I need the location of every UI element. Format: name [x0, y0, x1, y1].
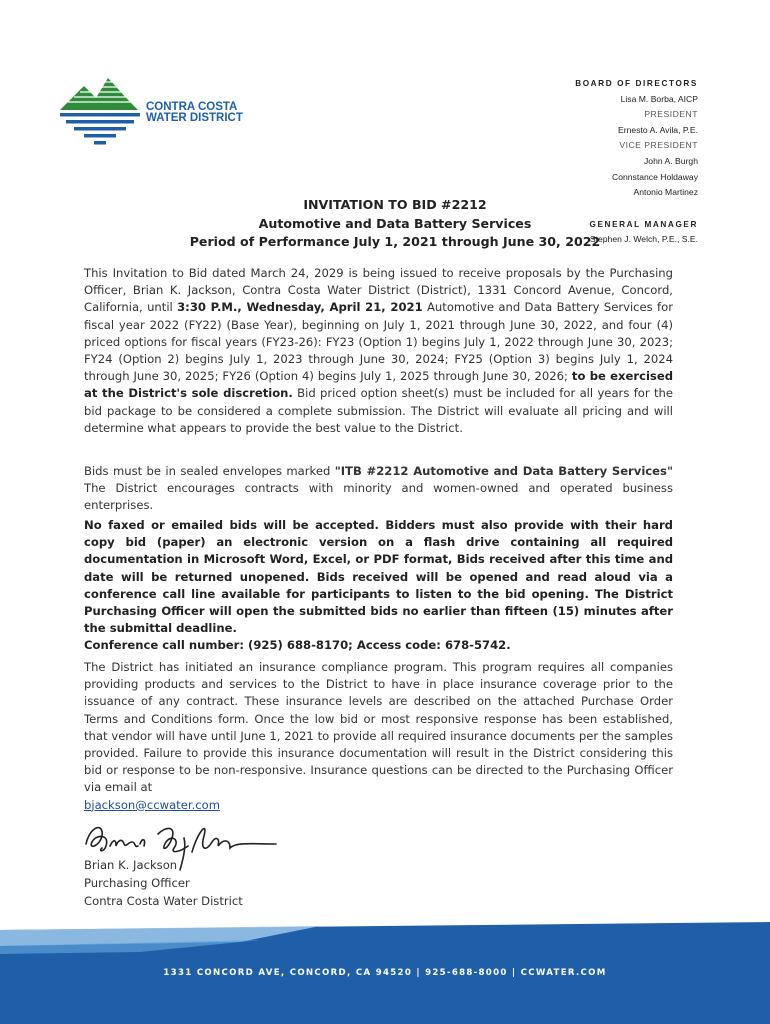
org-name-line1: CONTRA COSTA	[146, 101, 238, 113]
conference-call-info: Conference call number: (925) 688-8170; Access code: 678-5742.	[84, 638, 511, 653]
document-title	[180, 196, 610, 252]
general-manager-heading: GENERAL MANAGER	[589, 219, 698, 229]
board-member-name: John A. Burgh	[644, 155, 698, 166]
board-member-name: Connstance Holdaway	[612, 171, 698, 182]
signer-title: Purchasing Officer	[84, 876, 190, 890]
org-name-line2: WATER DISTRICT	[146, 112, 243, 124]
title-line-3: Period of Performance July 1, 2021 through June 30, 2022	[189, 234, 601, 249]
general-manager-name: Stephen J. Welch, P.E., S.E.	[589, 234, 698, 245]
board-member-name: Antonio Martinez	[633, 187, 698, 198]
paragraph-invitation	[84, 265, 673, 437]
text-run: The District encourages contracts with minority and women-owned and operated business enterprises.	[84, 481, 673, 513]
signer-organization: Contra Costa Water District	[84, 894, 243, 908]
board-member-name: Ernesto A. Avila, P.E.	[618, 124, 698, 135]
board-member-role: VICE PRESIDENT	[619, 140, 698, 151]
board-member-role: PRESIDENT	[644, 109, 698, 120]
board-member-name: Lisa M. Borba, AICP	[620, 93, 698, 104]
text-run: Bids must be in sealed envelopes marked	[84, 464, 335, 478]
insurance-text: The District has initiated an insurance compliance program. This program requires all companies providing products and services to the District to have in place insurance coverage prior to the issuance of any contract. These insurance levels are described on the attached Purchase Order Terms and Conditions form. Once the low bid or most responsive response has been established, that vendor will have until June 1, 2021 to provide all required insurance documents per the samples provided. Failure to provide this insurance documentation will result in the District considering this bid or response to be non-responsive. Insurance questions can be directed to the Purchasing Officer via email at	[84, 660, 673, 795]
district-logo	[60, 72, 260, 152]
text-run: Automotive and Data Battery Services for fiscal year 2022 (FY22) (Base Year), beginning on July 1, 2021 through June 30, 2022, and four (4) priced options for fiscal years (FY23-26): FY23 (Option 1) begins July 1, 2022 through June 30, 2023; FY24 (Option 2) begins July 1, 2023 through June 30, 2024; FY25 (Option 3) begins July 1, 2024 through June 30, 2025; FY26 (Option 4) begins July 1, 2025 through June 30, 2026;	[84, 300, 673, 384]
bid-rules-text: No faxed or emailed bids will be accepted. Bidders must also provide with their hard copy bid (paper) an electronic version on a flash drive containing all required documentation in Microsoft Word, Excel, or PDF format, Bids received after this time and date will be returned unopened. Bids received will be opened and read aloud via a conference call line available for participants to listen to the bid opening. The District Purchasing Officer will open the submitted bids no earlier than fifteen (15) minutes after the submittal deadline.	[84, 518, 673, 636]
envelope-marking: "ITB #2212 Automotive and Data Battery Services"	[334, 464, 673, 478]
discretion-text: to be exercised at the District's sole discretion.	[84, 369, 673, 401]
footer-contact-info: 1331 CONCORD AVE, CONCORD, CA 94520 | 925-688-8000 | CCWATER.COM	[163, 968, 607, 978]
text-run: Bid priced option sheet(s) must be included for all years for the bid package to be considered a complete submission. The District will evaluate all pricing and will determine what appears to provide the best value to the District.	[84, 386, 673, 435]
paragraph-insurance	[84, 659, 673, 814]
paragraph-envelopes	[84, 463, 673, 515]
title-line-2: Automotive and Data Battery Services	[258, 215, 532, 231]
deadline-text: 3:30 P.M., Wednesday, April 21, 2021	[177, 300, 423, 315]
paragraph-bid-rules	[84, 517, 673, 655]
board-heading: BOARD OF DIRECTORS	[575, 79, 698, 88]
title-line-1: INVITATION TO BID #2212	[303, 197, 487, 212]
email-link[interactable]: bjackson@ccwater.com	[84, 797, 221, 812]
text-run: This Invitation to Bid dated March 24, 2029 is being issued to receive proposals by the Purchasing Officer, Brian K. Jackson, Contra Costa Water District (District), 1331 Concord Avenue, Concord, California, until	[84, 266, 673, 315]
water-droplet-logo-icon	[60, 72, 150, 152]
signature-block	[84, 856, 243, 910]
signer-name: Brian K. Jackson	[84, 858, 178, 872]
org-name	[146, 102, 243, 124]
